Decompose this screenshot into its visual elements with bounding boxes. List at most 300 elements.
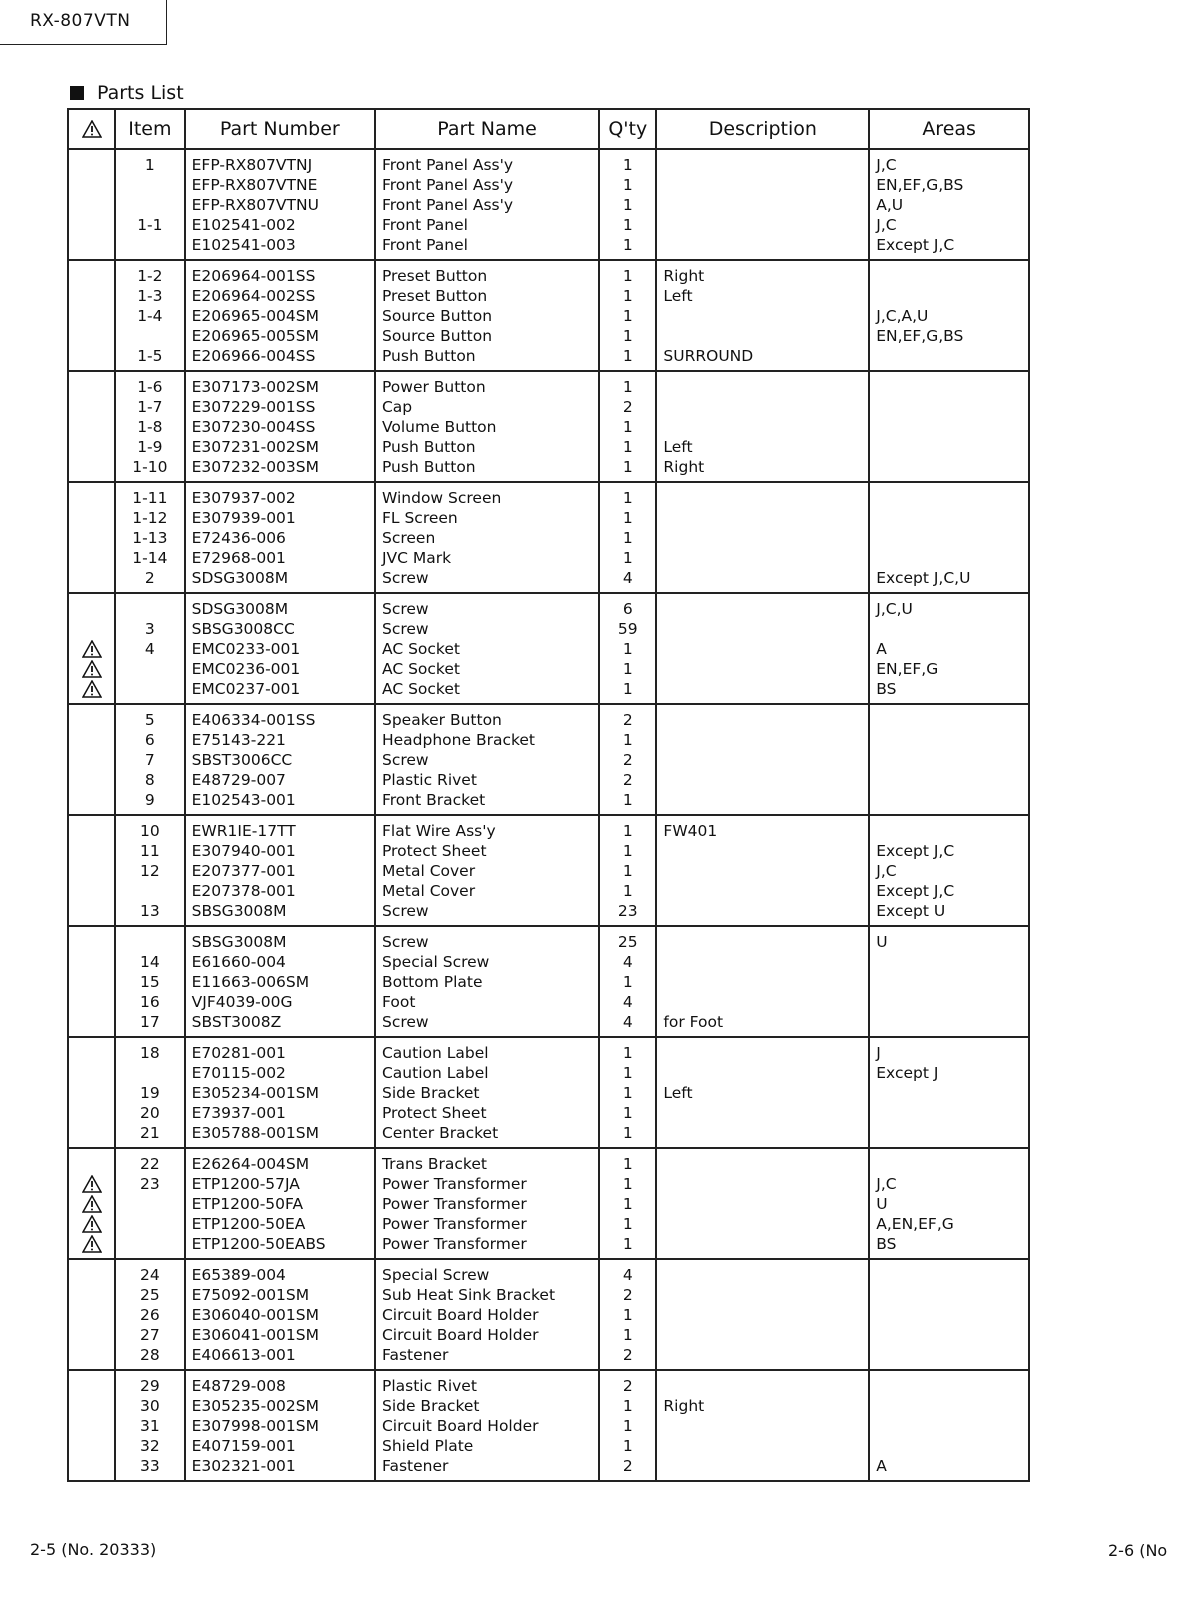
areas-cell (869, 1285, 1029, 1305)
table-row (68, 437, 1029, 457)
caution-cell (68, 1123, 115, 1148)
caution-triangle-icon (75, 640, 108, 658)
part-name-cell: Metal Cover (375, 881, 599, 901)
row-group (68, 1148, 1029, 1259)
item-cell: 21 (115, 1123, 185, 1148)
table-header (68, 109, 1029, 149)
model-tab (0, 0, 167, 45)
part-number-cell: E302321-001 (185, 1456, 375, 1481)
row-group (68, 260, 1029, 371)
part-name-cell: Speaker Button (375, 704, 599, 730)
caution-cell (68, 992, 115, 1012)
caution-cell (68, 371, 115, 397)
table-row (68, 548, 1029, 568)
part-number-cell: E307940-001 (185, 841, 375, 861)
caution-triangle-icon (75, 680, 108, 698)
qty-cell: 1 (599, 508, 656, 528)
qty-cell: 4 (599, 1012, 656, 1037)
qty-cell: 1 (599, 260, 656, 286)
qty-cell: 1 (599, 1396, 656, 1416)
description-cell (656, 679, 869, 704)
areas-cell: J,C,U (869, 593, 1029, 619)
item-cell: 1-7 (115, 397, 185, 417)
description-cell: FW401 (656, 815, 869, 841)
qty-cell: 1 (599, 346, 656, 371)
caution-cell (68, 215, 115, 235)
qty-cell: 1 (599, 1416, 656, 1436)
caution-cell (68, 528, 115, 548)
item-cell: 7 (115, 750, 185, 770)
description-cell: SURROUND (656, 346, 869, 371)
item-cell: 1-9 (115, 437, 185, 457)
table-row (68, 1083, 1029, 1103)
description-cell (656, 528, 869, 548)
areas-cell: J,C (869, 215, 1029, 235)
caution-cell (68, 1325, 115, 1345)
description-cell (656, 1148, 869, 1174)
areas-cell (869, 992, 1029, 1012)
part-number-cell: E70115-002 (185, 1063, 375, 1083)
part-number-cell: SDSG3008M (185, 593, 375, 619)
areas-cell (869, 417, 1029, 437)
description-cell (656, 1345, 869, 1370)
qty-cell: 1 (599, 286, 656, 306)
table-row (68, 901, 1029, 926)
item-cell: 2 (115, 568, 185, 593)
areas-cell (869, 457, 1029, 482)
item-cell (115, 881, 185, 901)
item-cell: 28 (115, 1345, 185, 1370)
description-cell (656, 972, 869, 992)
description-cell (656, 992, 869, 1012)
part-number-cell: E305234-001SM (185, 1083, 375, 1103)
part-name-cell: Side Bracket (375, 1396, 599, 1416)
table-row (68, 1396, 1029, 1416)
row-group (68, 926, 1029, 1037)
item-cell: 18 (115, 1037, 185, 1063)
caution-cell (68, 1396, 115, 1416)
areas-cell: EN,EF,G (869, 659, 1029, 679)
areas-cell (869, 1345, 1029, 1370)
areas-cell (869, 750, 1029, 770)
caution-cell (68, 1285, 115, 1305)
item-cell: 14 (115, 952, 185, 972)
description-cell (656, 730, 869, 750)
part-name-cell: Power Transformer (375, 1194, 599, 1214)
item-cell: 1-3 (115, 286, 185, 306)
areas-cell (869, 1396, 1029, 1416)
description-cell (656, 306, 869, 326)
description-cell (656, 861, 869, 881)
part-number-cell: E307229-001SS (185, 397, 375, 417)
part-name-cell: Screw (375, 750, 599, 770)
part-number-cell: SBSG3008M (185, 901, 375, 926)
part-number-cell: E306041-001SM (185, 1325, 375, 1345)
table-row (68, 730, 1029, 750)
areas-cell (869, 1436, 1029, 1456)
description-cell: Right (656, 457, 869, 482)
description-cell (656, 704, 869, 730)
table-row (68, 457, 1029, 482)
qty-cell: 1 (599, 306, 656, 326)
part-name-cell: Power Transformer (375, 1214, 599, 1234)
qty-cell: 1 (599, 1194, 656, 1214)
description-cell (656, 1436, 869, 1456)
caution-cell (68, 1259, 115, 1285)
qty-cell: 4 (599, 952, 656, 972)
part-name-cell: Sub Heat Sink Bracket (375, 1285, 599, 1305)
part-number-cell: E305235-002SM (185, 1396, 375, 1416)
part-number-cell: EFP-RX807VTNJ (185, 149, 375, 175)
description-cell (656, 235, 869, 260)
description-cell (656, 1214, 869, 1234)
part-number-cell: E406613-001 (185, 1345, 375, 1370)
qty-cell: 1 (599, 326, 656, 346)
description-cell (656, 371, 869, 397)
part-number-cell: E307230-004SS (185, 417, 375, 437)
row-group (68, 815, 1029, 926)
description-cell (656, 1103, 869, 1123)
item-cell: 1-11 (115, 482, 185, 508)
description-cell (656, 326, 869, 346)
areas-cell (869, 482, 1029, 508)
part-number-cell: E206964-002SS (185, 286, 375, 306)
caution-triangle-icon (75, 1215, 108, 1233)
part-number-cell: SBSG3008M (185, 926, 375, 952)
table-row (68, 286, 1029, 306)
row-group (68, 149, 1029, 260)
areas-cell: Except J,C (869, 235, 1029, 260)
part-name-cell: Screw (375, 593, 599, 619)
areas-cell (869, 508, 1029, 528)
table-row (68, 770, 1029, 790)
item-cell: 6 (115, 730, 185, 750)
caution-cell (68, 306, 115, 326)
description-cell (656, 175, 869, 195)
description-cell (656, 1037, 869, 1063)
qty-cell: 1 (599, 881, 656, 901)
table-row (68, 659, 1029, 679)
qty-cell: 2 (599, 1285, 656, 1305)
areas-cell: A,EN,EF,G (869, 1214, 1029, 1234)
part-number-cell: ETP1200-50FA (185, 1194, 375, 1214)
areas-cell (869, 371, 1029, 397)
part-number-cell: E306040-001SM (185, 1305, 375, 1325)
item-cell: 8 (115, 770, 185, 790)
part-name-cell: Screw (375, 1012, 599, 1037)
item-cell: 12 (115, 861, 185, 881)
item-cell: 9 (115, 790, 185, 815)
description-cell (656, 548, 869, 568)
part-name-cell: Power Button (375, 371, 599, 397)
description-cell (656, 568, 869, 593)
caution-cell (68, 568, 115, 593)
part-name-cell: Screen (375, 528, 599, 548)
qty-cell: 1 (599, 1234, 656, 1259)
qty-cell: 1 (599, 528, 656, 548)
table-row (68, 568, 1029, 593)
part-number-cell: VJF4039-00G (185, 992, 375, 1012)
part-name-cell: Source Button (375, 326, 599, 346)
caution-cell (68, 952, 115, 972)
part-name-cell: Front Bracket (375, 790, 599, 815)
col-header-description: Description (656, 109, 869, 149)
part-name-cell: Foot (375, 992, 599, 1012)
caution-cell (68, 750, 115, 770)
part-name-cell: Preset Button (375, 286, 599, 306)
description-cell: Left (656, 1083, 869, 1103)
part-number-cell: EMC0233-001 (185, 639, 375, 659)
areas-cell: EN,EF,G,BS (869, 326, 1029, 346)
item-cell: 4 (115, 639, 185, 659)
qty-cell: 4 (599, 1259, 656, 1285)
caution-cell (68, 1234, 115, 1259)
description-cell (656, 1305, 869, 1325)
part-name-cell: Screw (375, 926, 599, 952)
caution-triangle-icon (75, 1175, 108, 1193)
table-row (68, 1194, 1029, 1214)
row-group (68, 1259, 1029, 1370)
description-cell (656, 1285, 869, 1305)
table-row (68, 1305, 1029, 1325)
part-name-cell: Headphone Bracket (375, 730, 599, 750)
item-cell: 26 (115, 1305, 185, 1325)
part-number-cell: EFP-RX807VTNU (185, 195, 375, 215)
page-number-right: 2-6 (No (1108, 1541, 1168, 1560)
qty-cell: 4 (599, 568, 656, 593)
qty-cell: 23 (599, 901, 656, 926)
areas-cell: U (869, 926, 1029, 952)
areas-cell: A (869, 1456, 1029, 1481)
caution-cell (68, 397, 115, 417)
part-name-cell: Flat Wire Ass'y (375, 815, 599, 841)
item-cell: 17 (115, 1012, 185, 1037)
caution-cell (68, 815, 115, 841)
part-name-cell: Push Button (375, 346, 599, 371)
qty-cell: 1 (599, 841, 656, 861)
item-cell (115, 1214, 185, 1234)
areas-cell (869, 730, 1029, 750)
item-cell: 32 (115, 1436, 185, 1456)
qty-cell: 1 (599, 1063, 656, 1083)
item-cell: 1 (115, 149, 185, 175)
part-name-cell: Screw (375, 619, 599, 639)
areas-cell (869, 619, 1029, 639)
part-name-cell: Shield Plate (375, 1436, 599, 1456)
description-cell (656, 1259, 869, 1285)
col-header-part-number: Part Number (185, 109, 375, 149)
row-group (68, 593, 1029, 704)
caution-cell (68, 841, 115, 861)
description-cell (656, 1194, 869, 1214)
item-cell: 33 (115, 1456, 185, 1481)
caution-cell (68, 260, 115, 286)
description-cell (656, 841, 869, 861)
item-cell: 23 (115, 1174, 185, 1194)
parts-table (67, 108, 1030, 1482)
areas-cell: J,C (869, 1174, 1029, 1194)
model-number: RX-807VTN (30, 11, 131, 31)
caution-cell (68, 1436, 115, 1456)
table-row (68, 1063, 1029, 1083)
item-cell: 1-8 (115, 417, 185, 437)
description-cell (656, 1456, 869, 1481)
part-number-cell: E206966-004SS (185, 346, 375, 371)
row-group (68, 704, 1029, 815)
part-name-cell: Fastener (375, 1345, 599, 1370)
areas-cell (869, 437, 1029, 457)
qty-cell: 2 (599, 770, 656, 790)
areas-cell (869, 397, 1029, 417)
part-name-cell: JVC Mark (375, 548, 599, 568)
caution-cell (68, 593, 115, 619)
areas-cell (869, 286, 1029, 306)
part-number-cell: E75092-001SM (185, 1285, 375, 1305)
caution-cell (68, 457, 115, 482)
table-row (68, 593, 1029, 619)
table-row (68, 1174, 1029, 1194)
part-number-cell: E206965-005SM (185, 326, 375, 346)
qty-cell: 1 (599, 659, 656, 679)
description-cell (656, 1370, 869, 1396)
areas-cell (869, 528, 1029, 548)
part-number-cell: E26264-004SM (185, 1148, 375, 1174)
part-name-cell: Front Panel Ass'y (375, 195, 599, 215)
areas-cell (869, 1259, 1029, 1285)
item-cell: 5 (115, 704, 185, 730)
part-number-cell: EMC0237-001 (185, 679, 375, 704)
part-number-cell: E407159-001 (185, 1436, 375, 1456)
caution-cell (68, 1103, 115, 1123)
item-cell: 29 (115, 1370, 185, 1396)
areas-cell (869, 1012, 1029, 1037)
description-cell (656, 195, 869, 215)
part-name-cell: Protect Sheet (375, 1103, 599, 1123)
qty-cell: 1 (599, 195, 656, 215)
caution-cell (68, 346, 115, 371)
areas-cell (869, 790, 1029, 815)
qty-cell: 1 (599, 437, 656, 457)
item-cell: 1-6 (115, 371, 185, 397)
qty-cell: 1 (599, 1436, 656, 1456)
areas-cell (869, 1370, 1029, 1396)
areas-cell (869, 770, 1029, 790)
qty-cell: 2 (599, 1456, 656, 1481)
areas-cell (869, 1123, 1029, 1148)
caution-cell (68, 679, 115, 704)
part-number-cell: E307998-001SM (185, 1416, 375, 1436)
part-name-cell: Special Screw (375, 1259, 599, 1285)
part-number-cell: E307231-002SM (185, 437, 375, 457)
part-name-cell: Fastener (375, 1456, 599, 1481)
qty-cell: 1 (599, 730, 656, 750)
part-number-cell: ETP1200-50EA (185, 1214, 375, 1234)
part-number-cell: E102541-003 (185, 235, 375, 260)
qty-cell: 1 (599, 815, 656, 841)
col-header-areas: Areas (869, 109, 1029, 149)
areas-cell: J (869, 1037, 1029, 1063)
part-name-cell: Bottom Plate (375, 972, 599, 992)
caution-triangle-icon (75, 1195, 108, 1213)
item-cell: 1-12 (115, 508, 185, 528)
caution-cell (68, 639, 115, 659)
qty-cell: 2 (599, 1370, 656, 1396)
item-cell (115, 679, 185, 704)
caution-cell (68, 1214, 115, 1234)
part-name-cell: Push Button (375, 437, 599, 457)
part-number-cell: EMC0236-001 (185, 659, 375, 679)
table-row (68, 1148, 1029, 1174)
caution-cell (68, 704, 115, 730)
areas-cell (869, 952, 1029, 972)
table-row (68, 1456, 1029, 1481)
part-name-cell: Protect Sheet (375, 841, 599, 861)
part-number-cell: EFP-RX807VTNE (185, 175, 375, 195)
caution-cell (68, 326, 115, 346)
qty-cell: 1 (599, 1325, 656, 1345)
description-cell (656, 1234, 869, 1259)
description-cell (656, 1123, 869, 1148)
qty-cell: 1 (599, 175, 656, 195)
item-cell (115, 1063, 185, 1083)
description-cell (656, 1416, 869, 1436)
qty-cell: 1 (599, 371, 656, 397)
item-cell: 1-13 (115, 528, 185, 548)
part-name-cell: Preset Button (375, 260, 599, 286)
caution-triangle-icon (75, 660, 108, 678)
qty-cell: 6 (599, 593, 656, 619)
col-header-part-name: Part Name (375, 109, 599, 149)
table-row (68, 1037, 1029, 1063)
table-row (68, 326, 1029, 346)
areas-cell (869, 972, 1029, 992)
table-row (68, 841, 1029, 861)
table-row (68, 508, 1029, 528)
part-name-cell: Caution Label (375, 1037, 599, 1063)
qty-cell: 25 (599, 926, 656, 952)
item-cell: 1-4 (115, 306, 185, 326)
qty-cell: 1 (599, 1123, 656, 1148)
item-cell (115, 593, 185, 619)
description-cell (656, 482, 869, 508)
section-heading (70, 82, 184, 104)
part-name-cell: Center Bracket (375, 1123, 599, 1148)
qty-cell: 1 (599, 1083, 656, 1103)
table-row (68, 815, 1029, 841)
table-row (68, 704, 1029, 730)
qty-cell: 1 (599, 215, 656, 235)
caution-triangle-icon (75, 1235, 108, 1253)
qty-cell: 1 (599, 457, 656, 482)
caution-cell (68, 508, 115, 528)
part-number-cell: E72436-006 (185, 528, 375, 548)
part-name-cell: Front Panel Ass'y (375, 149, 599, 175)
caution-cell (68, 548, 115, 568)
table-row (68, 397, 1029, 417)
part-name-cell: Plastic Rivet (375, 770, 599, 790)
item-cell (115, 175, 185, 195)
part-number-cell: SBST3006CC (185, 750, 375, 770)
item-cell: 20 (115, 1103, 185, 1123)
areas-cell: J,C,A,U (869, 306, 1029, 326)
table-row (68, 861, 1029, 881)
part-name-cell: Circuit Board Holder (375, 1305, 599, 1325)
square-bullet-icon (70, 86, 84, 100)
qty-cell: 4 (599, 992, 656, 1012)
areas-cell (869, 548, 1029, 568)
table-row (68, 952, 1029, 972)
qty-cell: 1 (599, 1103, 656, 1123)
